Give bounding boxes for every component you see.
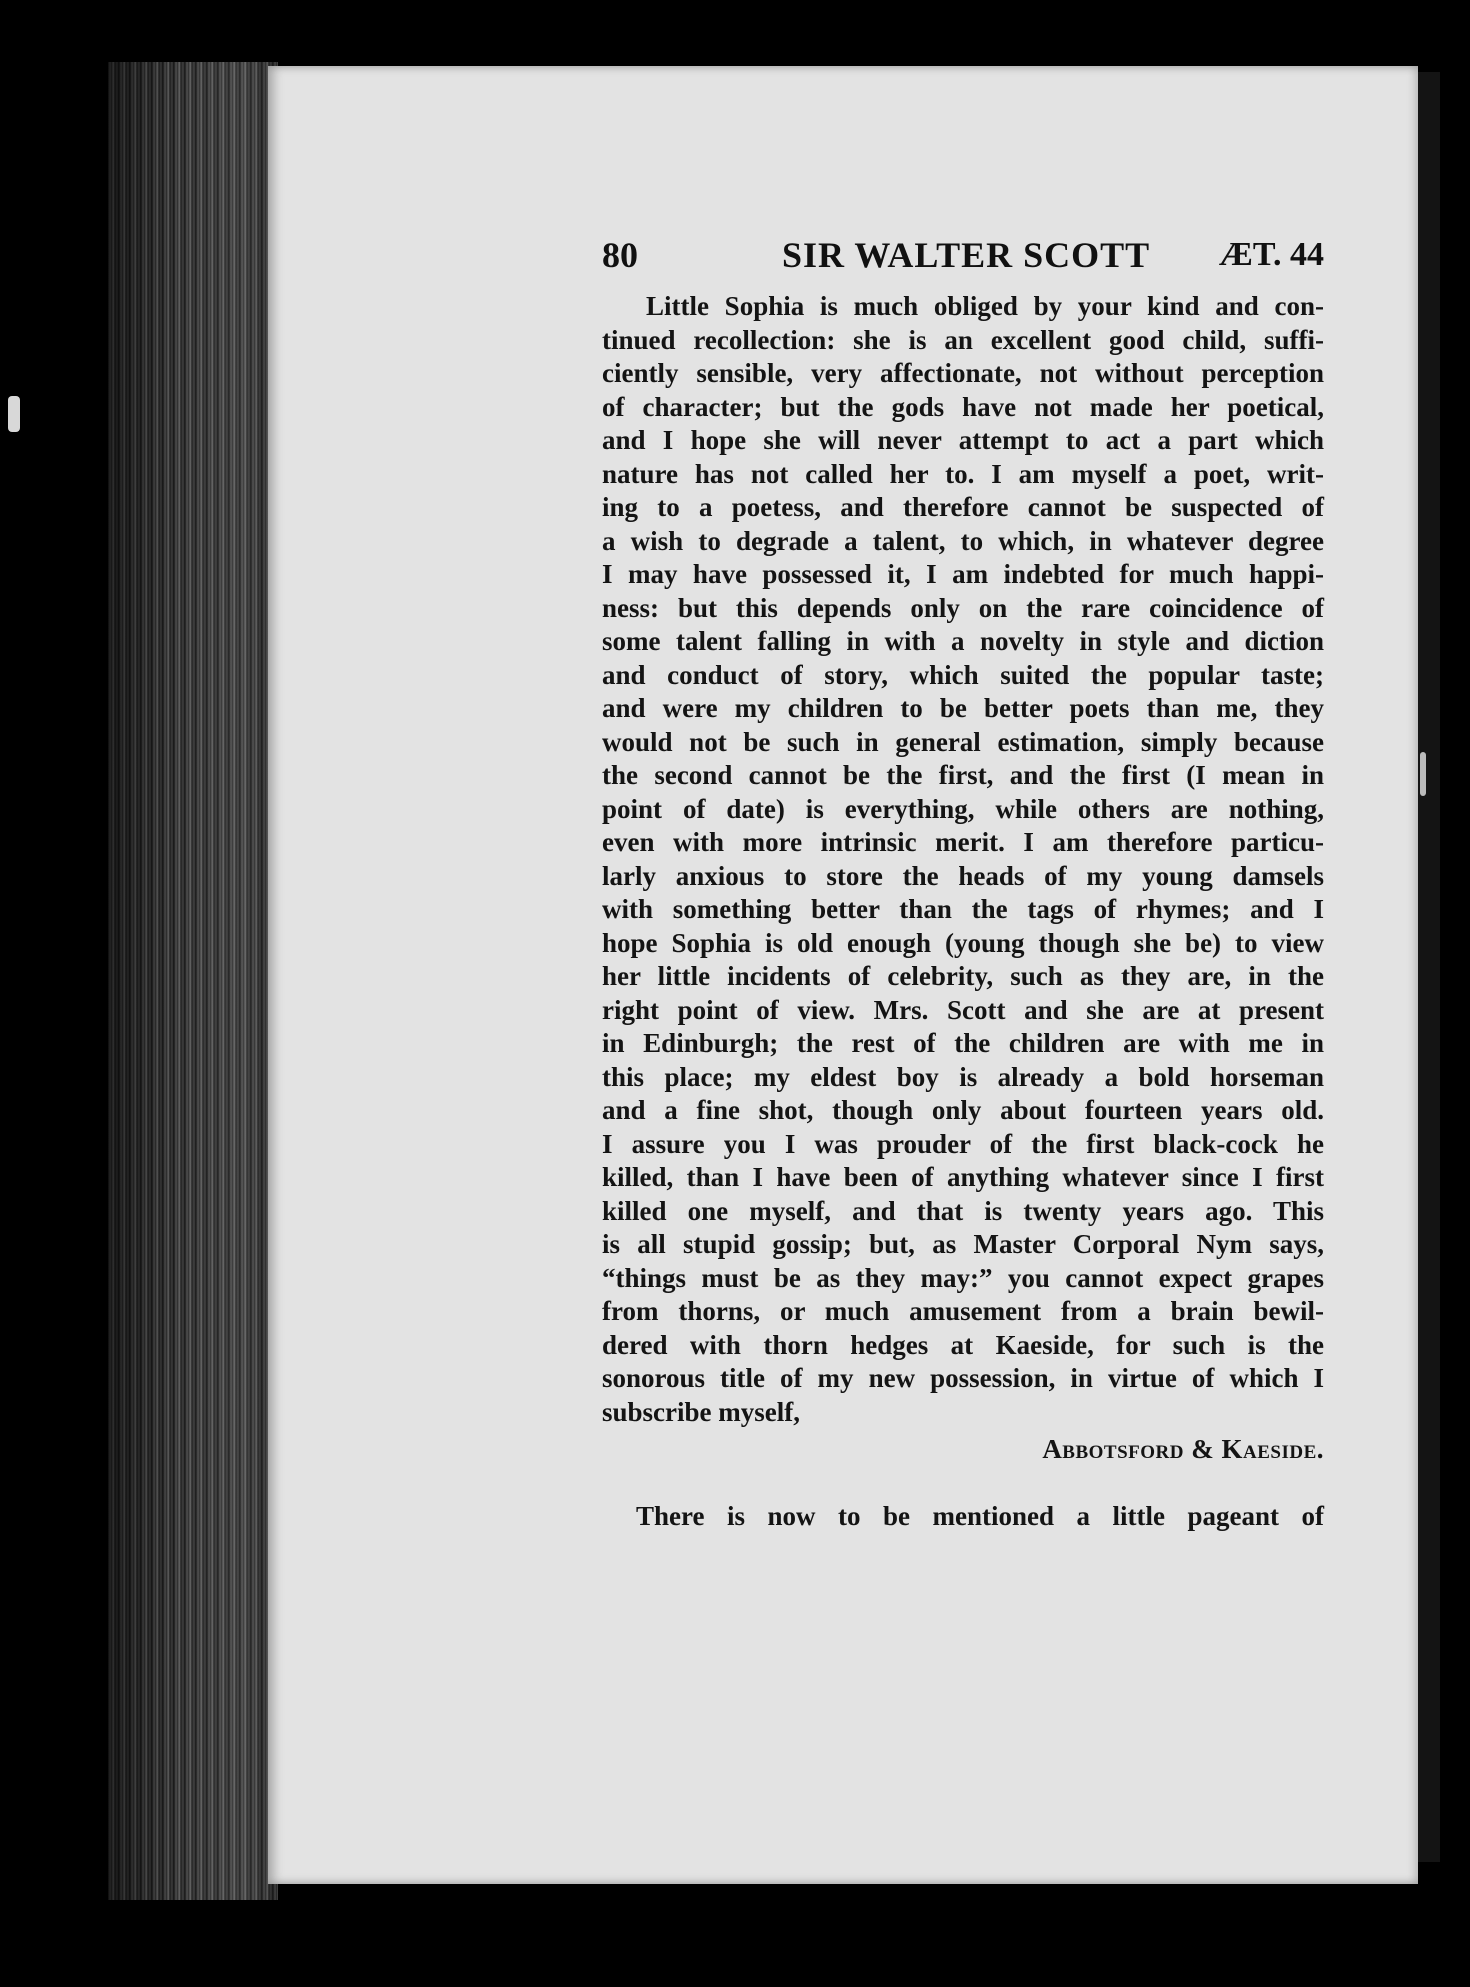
text-line: I assure you I was prouder of the first black-cock he xyxy=(602,1128,1324,1159)
book-gutter-shadow xyxy=(1418,72,1440,1862)
running-title: SIR WALTER SCOTT xyxy=(782,235,1151,275)
text-line: would not be such in general estimation, simply because xyxy=(602,726,1324,757)
text-line: subscribe myself, xyxy=(602,1396,800,1427)
text-line: sonorous title of my new possession, in virtue of which I xyxy=(602,1363,1324,1393)
text-line: ing to a poetess, and therefore cannot be suspected of xyxy=(602,492,1324,522)
book-page-edges xyxy=(108,62,278,1900)
text-line: and conduct of story, which suited the popular taste; xyxy=(602,659,1324,690)
next-paragraph: There is now to be mentioned a little pageant of xyxy=(636,1501,1324,1531)
running-header xyxy=(602,232,1324,282)
text-line: is all stupid gossip; but, as Master Corporal Nym says, xyxy=(602,1229,1324,1259)
text-line: nature has not called her to. I am myself a poet, writ- xyxy=(602,458,1324,489)
dust-speck xyxy=(1420,752,1426,796)
text-line: even with more intrinsic merit. I am therefore particu- xyxy=(602,827,1324,857)
text-line: hope Sophia is old enough (young though she be) to view xyxy=(602,927,1324,958)
text-line: “things must be as they may:” you cannot expect grapes xyxy=(602,1262,1324,1293)
text-line: the second cannot be the first, and the first (I mean in xyxy=(602,760,1324,790)
text-line: her little incidents of celebrity, such as they are, in the xyxy=(602,961,1324,991)
text-line: ciently sensible, very affectionate, not without perception xyxy=(602,358,1324,388)
page-number: 80 xyxy=(602,235,638,275)
text-line: from thorns, or much amusement from a brain bewil- xyxy=(602,1296,1324,1326)
text-line: a wish to degrade a talent, to which, in whatever degree xyxy=(602,525,1324,556)
text-line: point of date) is everything, while others are nothing, xyxy=(602,793,1324,824)
dust-speck xyxy=(8,396,20,432)
text-line: larly anxious to store the heads of my young damsels xyxy=(602,860,1324,891)
text-line: right point of view. Mrs. Scott and she are at present xyxy=(602,994,1324,1025)
text-line: Little Sophia is much obliged by your kind and con- xyxy=(646,291,1324,321)
text-line: and I hope she will never attempt to act a part which xyxy=(602,425,1324,455)
text-line: and a fine shot, though only about fourteen years old. xyxy=(602,1095,1324,1125)
text-line: tinued recollection: she is an excellent good child, suffi- xyxy=(602,324,1324,355)
text-line: dered with thorn hedges at Kaeside, for such is the xyxy=(602,1329,1324,1360)
text-line: ness: but this depends only on the rare coincidence of xyxy=(602,592,1324,623)
text-line: this place; my eldest boy is already a bold horseman xyxy=(602,1061,1324,1092)
text-line: killed one myself, and that is twenty years ago. This xyxy=(602,1195,1324,1226)
age-marker: ÆT. 44 xyxy=(1218,236,1324,273)
text-line: with something better than the tags of rhymes; and I xyxy=(602,894,1324,924)
text-line: of character; but the gods have not made her poetical, xyxy=(602,391,1324,422)
text-line: I may have possessed it, I am indebted for much happi- xyxy=(602,559,1324,589)
letter-signature: Abbotsford & Kaeside. xyxy=(1042,1434,1324,1464)
text-line: some talent falling in with a novelty in style and diction xyxy=(602,626,1324,656)
text-line: in Edinburgh; the rest of the children are with me in xyxy=(602,1028,1324,1058)
letter-body xyxy=(602,290,1324,1429)
text-line: killed, than I have been of anything whatever since I first xyxy=(602,1162,1324,1192)
text-line: and were my children to be better poets than me, they xyxy=(602,693,1324,723)
